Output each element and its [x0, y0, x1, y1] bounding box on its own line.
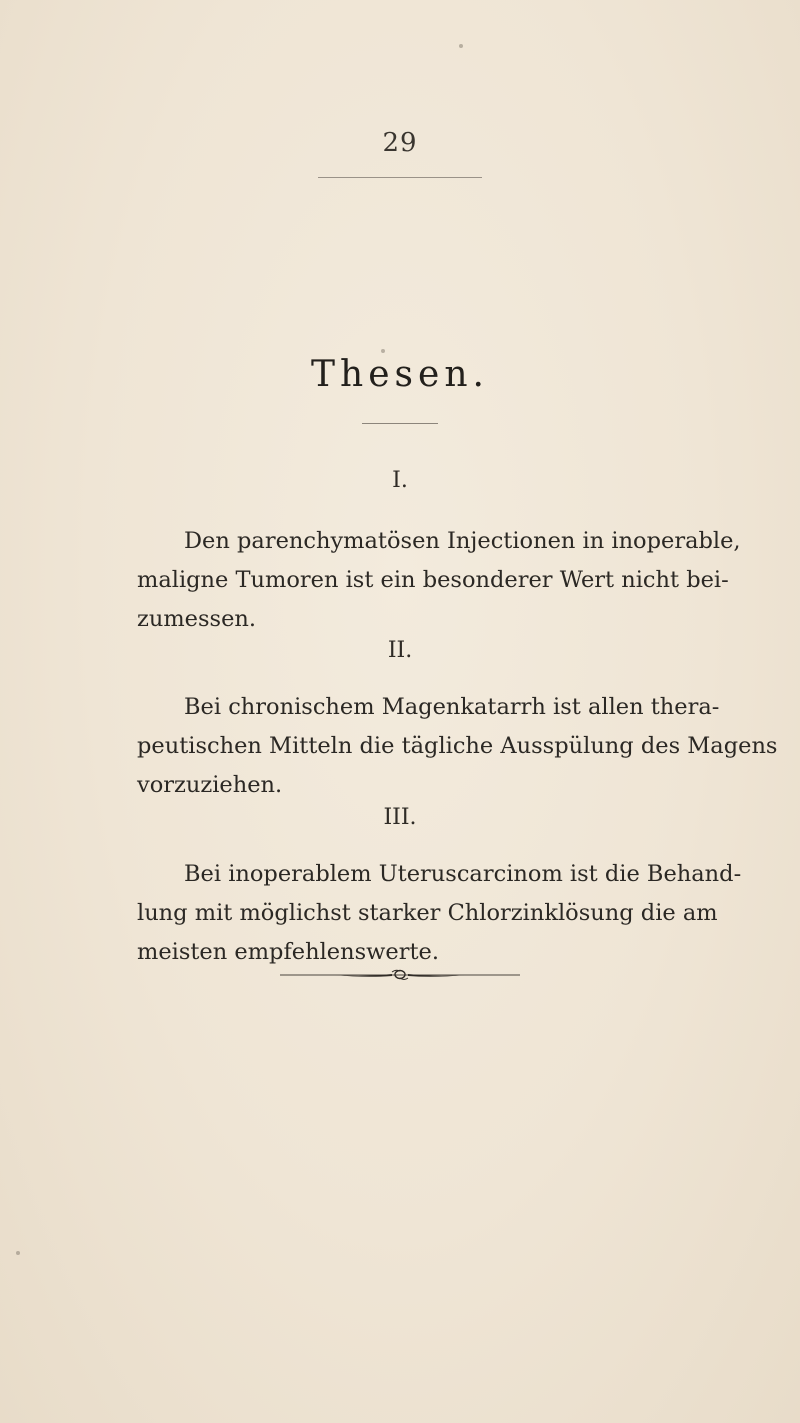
- thesis-2-line-1: Bei chronischem Magenkatarrh ist allen thera-: [184, 694, 720, 720]
- thesis-3-line-2: lung mit möglichst starker Chlorzinklösung die am: [137, 900, 718, 926]
- thesis-3-line-3: meisten empfehlenswerte.: [137, 939, 439, 965]
- page-number-rule: [318, 177, 482, 178]
- thesis-2-numeral: II.: [387, 638, 413, 663]
- thesis-1-line-2: maligne Tumoren ist ein besonderer Wert nicht bei-: [137, 567, 729, 593]
- paper-speck: [459, 44, 463, 48]
- title-rule: [362, 423, 438, 424]
- thesis-2-line-3: vorzuziehen.: [137, 772, 283, 798]
- ornament-rule-icon: [280, 968, 520, 982]
- paper-speck: [381, 349, 385, 353]
- thesis-1-line-3: zumessen.: [137, 606, 257, 632]
- thesis-1-text: [137, 522, 741, 639]
- page-title: Thesen.: [311, 354, 489, 395]
- paper-speck: [16, 1251, 20, 1255]
- thesis-3-text: [137, 855, 742, 972]
- thesis-3-line-1: Bei inoperablem Uteruscarcinom ist die Behand-: [184, 861, 742, 887]
- thesis-1-line-1: Den parenchymatösen Injectionen in inoperable,: [184, 528, 741, 554]
- thesis-3-numeral: III.: [383, 805, 417, 830]
- thesis-1-numeral: I.: [392, 468, 408, 493]
- thesis-2-text: [137, 688, 778, 805]
- thesis-2-line-2: peutischen Mitteln die tägliche Ausspülung des Magens: [137, 733, 778, 759]
- page-number: 29: [382, 128, 418, 158]
